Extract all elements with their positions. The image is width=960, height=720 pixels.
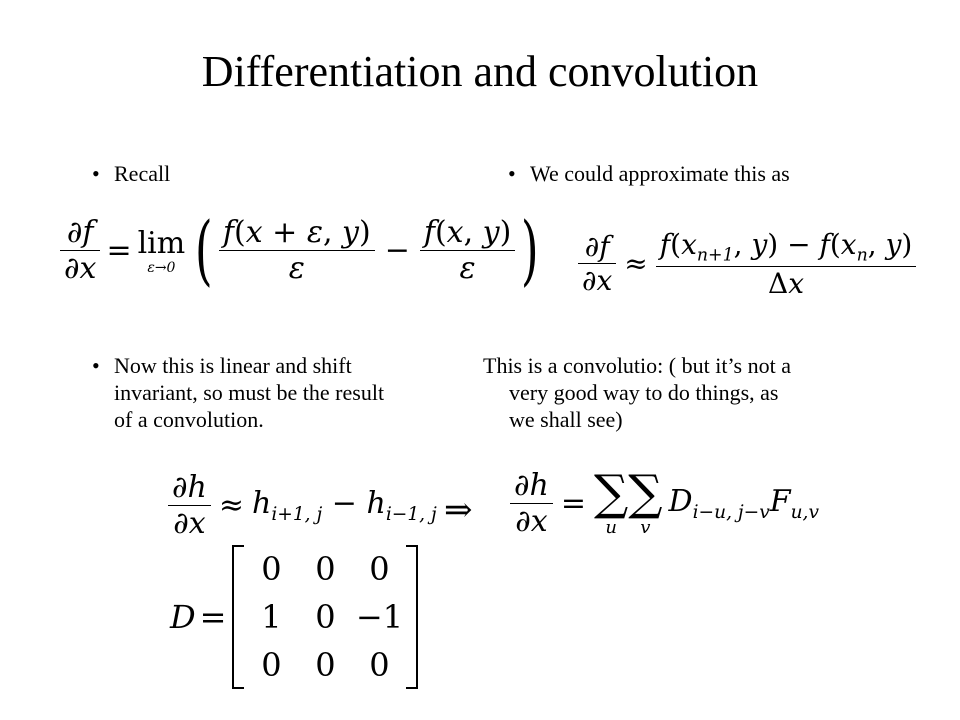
bullet-line-1: Now this is linear and shift <box>114 353 352 378</box>
sum-over-u: ∑ u <box>593 465 629 538</box>
frac-df-dx: $\frac{\partial f}{\partial x}$ <box>578 230 616 297</box>
frac-base-term: $\frac{f(x, y)}{\varepsilon}$ <box>420 215 516 286</box>
equation-finite-difference: $\frac{\partial f}{\partial x}$ ≈ $\frac{f(x_{n+1}, y) - f(x_n, y)}{\Delta x}$ <box>578 228 916 300</box>
bullet-dot: • <box>92 353 100 378</box>
matrix-cell: 0 <box>261 646 282 684</box>
frac-df-dx: $\frac{\partial f}{\partial x}$ <box>60 215 100 286</box>
equation-derivative-limit: $\frac{\partial f}{\partial x}$ = lim ε→0 ( $\frac{f(x + \varepsilon, y)}{\varepsilon}$ − $\frac{f(x, y)}{\varepsilon}$ ) <box>60 212 545 288</box>
equation-convolution-sum: $\frac{\partial h}{\partial x}$ = ∑ u ∑ v $D_{i-u, j-v}F_{u,v}$ <box>510 468 819 539</box>
matrix-cell: 0 <box>261 550 282 588</box>
sum-over-v: ∑ v <box>628 465 663 538</box>
matrix-body <box>244 545 406 689</box>
matrix-left-bracket <box>232 545 244 689</box>
matrix-cell: 0 <box>369 646 390 684</box>
bullet-approximate <box>508 160 790 187</box>
bullet-dot: • <box>508 161 516 186</box>
bullet-recall <box>92 160 170 187</box>
bullet-line-3: of a convolution. <box>114 407 264 432</box>
matrix-cell: −1 <box>355 598 404 636</box>
matrix-D <box>232 545 418 689</box>
matrix-row <box>244 641 406 689</box>
matrix-cell: 0 <box>315 598 336 636</box>
matrix-cell: 0 <box>315 646 336 684</box>
matrix-cell: 0 <box>315 550 336 588</box>
convolution-note <box>483 352 791 433</box>
bullet-recall-text: Recall <box>114 161 171 186</box>
bullet-approximate-text: We could approximate this as <box>530 161 790 186</box>
frac-difference: $\frac{f(x_{n+1}, y) - f(x_n, y)}{\Delta x}$ <box>656 228 917 300</box>
matrix-cell: 1 <box>261 598 282 636</box>
limit-operator: lim ε→0 <box>137 225 186 276</box>
matrix-label: D <box>170 598 196 636</box>
frac-forward-term: $\frac{f(x + \varepsilon, y)}{\varepsilon}$ <box>219 215 375 286</box>
note-line-1: This is a convolutio: ( but it’s not a <box>483 353 791 378</box>
bullet-line-2: invariant, so must be the result <box>114 380 385 405</box>
matrix-row <box>244 593 406 641</box>
note-line-2: very good way to do things, as <box>509 380 779 405</box>
implies-arrow: ⇒ <box>444 490 473 530</box>
equation-discrete-derivative: $\frac{\partial h}{\partial x}$ ≈ $h_{i+1, j} - h_{i-1, j}$ <box>168 470 437 541</box>
matrix-cell: 0 <box>369 550 390 588</box>
slide-title: Differentiation and convolution <box>201 47 759 96</box>
bullet-dot: • <box>92 161 100 186</box>
frac-dh-dx: $\frac{\partial h}{\partial x}$ <box>510 468 553 539</box>
matrix-right-bracket <box>406 545 418 689</box>
matrix-equation: D = 0 0 0 1 0 −1 0 0 0 <box>170 545 418 689</box>
bullet-linear-shift <box>92 352 384 433</box>
frac-dh-dx: $\frac{\partial h}{\partial x}$ <box>168 470 211 541</box>
matrix-row <box>244 545 406 593</box>
note-line-3: we shall see) <box>509 407 623 432</box>
